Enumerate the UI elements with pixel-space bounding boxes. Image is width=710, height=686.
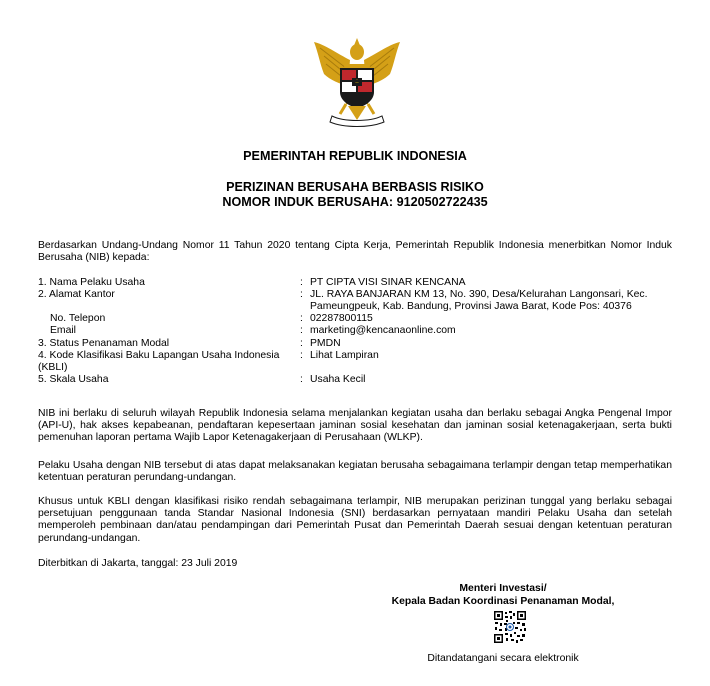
field-label: 4. Kode Klasifikasi Baku Lapangan Usaha Indonesia (KBLI) xyxy=(38,349,280,374)
field-value: 02287800115 xyxy=(310,313,373,325)
permit-title: PERIZINAN BERUSAHA BERBASIS RISIKO xyxy=(226,180,484,194)
field-label: 5. Skala Usaha xyxy=(38,374,109,386)
field-row: No. Telepon : 02287800115 xyxy=(38,313,678,325)
field-label: No. Telepon xyxy=(50,313,106,325)
field-value: JL. RAYA BANJARAN KM 13, No. 390, Desa/Kelurahan Langonsari, Kec. Pameungpeuk, Kab. Bandung, Provinsi Jawa Barat, Kode Pos: 40376 xyxy=(310,289,648,313)
government-heading: PEMERINTAH REPUBLIK INDONESIA xyxy=(243,149,467,163)
activity-paragraph: Pelaku Usaha dengan NIB tersebut di atas dapat melaksanakan kegiatan berusaha sebagaimana terlampir dengan tetap memperhatikan ketentuan peraturan perundang-undangan. xyxy=(38,460,672,484)
field-row: 3. Status Penanaman Modal : PMDN xyxy=(38,338,678,350)
field-value: marketing@kencanaonline.com xyxy=(310,325,456,337)
validity-paragraph: NIB ini berlaku di seluruh wilayah Republik Indonesia selama menjalankan kegiatan usaha dan berlaku sebagai Angka Pengenal Impor (API-U), hak akses kepabeanan, pendaftaran kepesertaan jaminan sosial kesehatan dan jaminan sosial ketenagakerjaan, serta bukti pemenuhan laporan pertama Wajib Lapor Ketenagakerjaan di Perusahaan (WLKP). xyxy=(38,408,672,444)
field-value: PMDN xyxy=(310,337,341,349)
garuda-emblem xyxy=(310,34,404,130)
field-row: 1. Nama Pelaku Usaha : PT CIPTA VISI SINAR KENCANA xyxy=(38,277,678,289)
field-value: Usaha Kecil xyxy=(310,374,366,386)
field-row: 4. Kode Klasifikasi Baku Lapangan Usaha Indonesia (KBLI) : Lihat Lampiran xyxy=(38,350,678,374)
field-row: 2. Alamat Kantor : JL. RAYA BANJARAN KM 13, No. 390, Desa/Kelurahan Langonsari, Kec. Pameungpeuk, Kab. Bandung, Provinsi Jawa Barat, Kode Pos: 40376 xyxy=(38,289,678,313)
field-value: Lihat Lampiran xyxy=(310,349,379,361)
field-label: 1. Nama Pelaku Usaha xyxy=(38,277,145,288)
business-details xyxy=(38,277,678,386)
field-label: 3. Status Penanaman Modal xyxy=(38,337,170,349)
field-label: Email xyxy=(50,325,76,337)
field-row: Email : marketing@kencanaonline.com xyxy=(38,325,678,337)
field-label: 2. Alamat Kantor xyxy=(38,289,115,301)
issued-date: Diterbitkan di Jakarta, tanggal: 23 Juli 2019 xyxy=(38,558,238,569)
field-value: PT CIPTA VISI SINAR KENCANA xyxy=(310,277,466,288)
qr-code-icon xyxy=(493,610,527,644)
signatory-title: Menteri Investasi/ xyxy=(459,583,547,594)
sni-paragraph: Khusus untuk KBLI dengan klasifikasi risiko rendah sebagaimana terlampir, NIB merupakan perizinan tunggal yang berlaku sebagai persetujuan penggunaan tanda Standar Nasional Indonesia (SNI) berdasarkan pernyataan mandiri Pelaku Usaha dan setelah memperoleh pembinaan dan/atau pendampingan dari Pemerintah Pusat dan Pemerintah Daerah sesuai dengan ketentuan peraturan perundang-undangan. xyxy=(38,496,672,544)
electronic-signature-note: Ditandatangani secara elektronik xyxy=(427,653,579,664)
nib-number: NOMOR INDUK BERUSAHA: 9120502722435 xyxy=(222,195,488,209)
field-row: 5. Skala Usaha : Usaha Kecil xyxy=(38,374,678,386)
signatory-agency: Kepala Badan Koordinasi Penanaman Modal, xyxy=(391,596,615,607)
intro-paragraph: Berdasarkan Undang-Undang Nomor 11 Tahun 2020 tentang Cipta Kerja, Pemerintah Republik Indonesia menerbitkan Nomor Induk Berusaha (NIB) kepada: xyxy=(38,240,672,264)
